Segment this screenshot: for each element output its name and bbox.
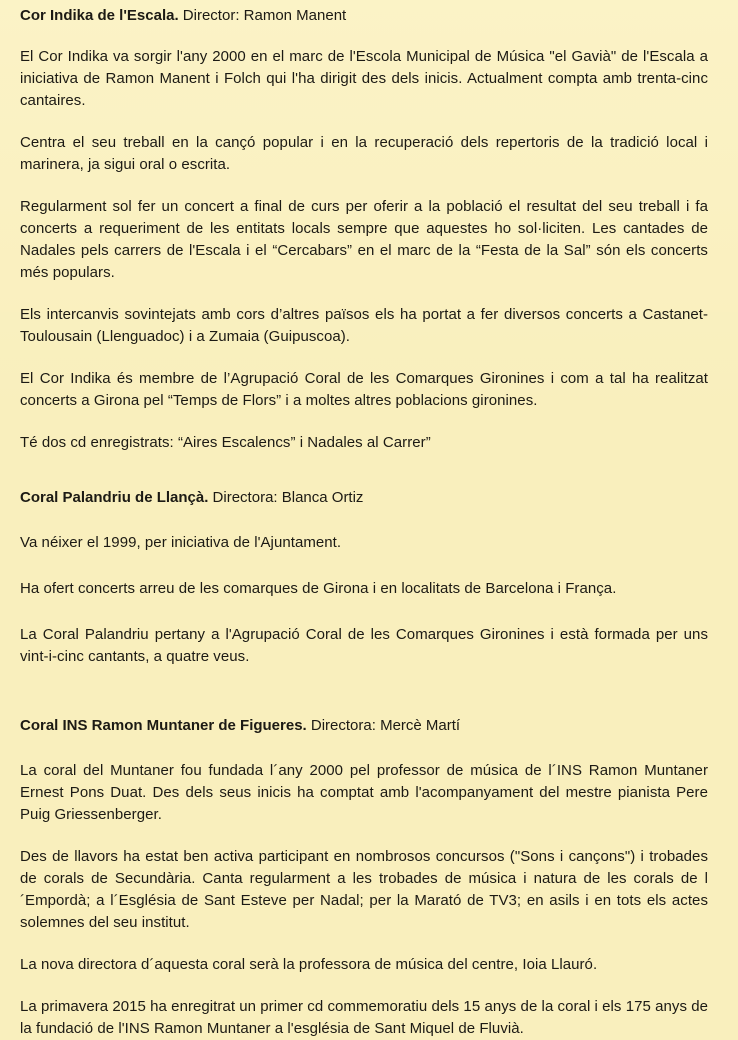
director-name: Director: Ramon Manent: [178, 7, 347, 24]
paragraph: La nova directora d´aquesta coral serà la professora de música del centre, Ioia Llauró.: [20, 956, 598, 973]
paragraph: Regularment sol fer un concert a final de curs per oferir a la població el resultat del seu treball i fa concerts a requeriment de les entitats locals sempre que aquestes ho sol·liciten. Les cantades de Nadales pels carrers de l'Escala i el “Cercabars” en el marc de la “Festa de la Sal” són els concerts més populars.: [20, 198, 708, 281]
director-name: Directora: Blanca Ortiz: [208, 489, 364, 506]
paragraph: El Cor Indika és membre de l’Agrupació Coral de les Comarques Gironines i com a tal ha realitzat concerts a Girona pel “Temps de Flors” i a moltes altres poblacions gironines.: [20, 370, 708, 409]
paragraph: El Cor Indika va sorgir l'any 2000 en el marc de l'Escola Municipal de Música "el Gavià" de l'Escala a iniciativa de Ramon Manent i Folch qui l'ha dirigit des dels inicis. Actualment compta amb trenta-cinc cantaires.: [20, 48, 708, 109]
paragraph: Els intercanvis sovintejats amb cors d’altres països els ha portat a fer diversos concerts a Castanet-Toulousain (Llenguadoc) i a Zumaia (Guipuscoa).: [20, 306, 708, 345]
section-coral-palandriu: [20, 487, 708, 668]
paragraph: La primavera 2015 ha enregitrat un primer cd commemoratiu dels 15 anys de la coral i els 175 anys de la fundació de l'INS Ramon Muntaner a l'església de Sant Miquel de Fluvià.: [20, 998, 708, 1037]
paragraph: Des de llavors ha estat ben activa participant en nombrosos concursos ("Sons i cançons") i trobades de corals de Secundària. Canta regularment a les trobades de música i natura de les corals de l´Empordà; a l´Església de Sant Esteve per Nadal; per la Marató de TV3; en asils i en tots els actes solemnes del seu institut.: [20, 848, 708, 931]
section-heading: [20, 715, 708, 736]
choir-name: Cor Indika de l'Escala.: [20, 7, 179, 24]
paragraph: Va néixer el 1999, per iniciativa de l'Ajuntament.: [20, 534, 342, 551]
section-heading: [20, 5, 708, 26]
director-name: Directora: Mercè Martí: [306, 717, 461, 734]
choir-name: Coral INS Ramon Muntaner de Figueres.: [20, 717, 307, 734]
section-heading: [20, 487, 708, 508]
paragraph: Centra el seu treball en la cançó popular i en la recuperació dels repertoris de la tradició local i marinera, ja sigui oral o escrita.: [20, 134, 708, 173]
paragraph: Ha ofert concerts arreu de les comarques de Girona i en localitats de Barcelona i França.: [20, 580, 617, 597]
choir-name: Coral Palandriu de Llançà.: [20, 489, 209, 506]
paragraph: Té dos cd enregistrats: “Aires Escalencs” i Nadales al Carrer”: [20, 434, 431, 451]
paragraph: La coral del Muntaner fou fundada l´any 2000 pel professor de música de l´INS Ramon Muntaner Ernest Pons Duat. Des dels seus inicis ha comptat amb l'acompanyament del mestre pianista Pere Puig Griessenberger.: [20, 762, 708, 823]
section-cor-indika: [20, 5, 708, 454]
section-coral-ins-ramon-muntaner: [20, 715, 708, 1040]
paragraph: La Coral Palandriu pertany a l'Agrupació Coral de les Comarques Gironines i està formada per uns vint-i-cinc cantants, a quatre veus.: [20, 626, 708, 665]
